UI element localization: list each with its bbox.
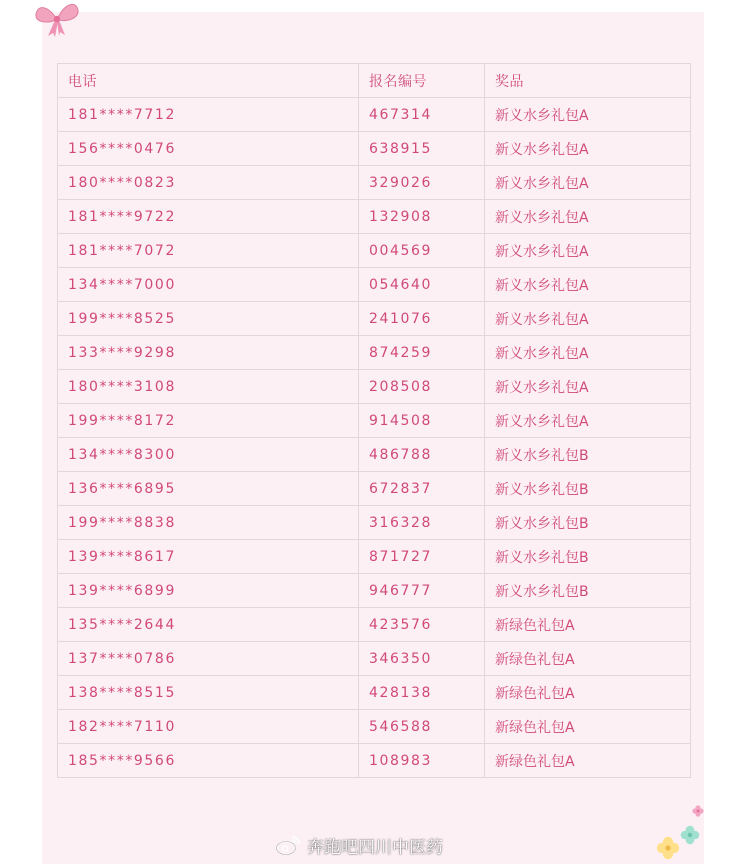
cell-phone: 181****7712 bbox=[58, 98, 359, 132]
cell-prize: 新义水乡礼包A bbox=[485, 370, 691, 404]
cell-prize: 新绿色礼包A bbox=[485, 744, 691, 778]
cell-prize: 新义水乡礼包A bbox=[485, 302, 691, 336]
table-row bbox=[58, 234, 691, 268]
cell-phone: 181****9722 bbox=[58, 200, 359, 234]
table-row bbox=[58, 676, 691, 710]
table-row bbox=[58, 166, 691, 200]
table-row bbox=[58, 472, 691, 506]
cell-registration-number: 423576 bbox=[359, 608, 485, 642]
cell-phone: 199****8525 bbox=[58, 302, 359, 336]
cell-phone: 138****8515 bbox=[58, 676, 359, 710]
header-phone: 电话 bbox=[58, 64, 359, 98]
cell-registration-number: 054640 bbox=[359, 268, 485, 302]
cell-phone: 136****6895 bbox=[58, 472, 359, 506]
cell-prize: 新绿色礼包A bbox=[485, 608, 691, 642]
cell-registration-number: 546588 bbox=[359, 710, 485, 744]
table-row bbox=[58, 710, 691, 744]
table-row bbox=[58, 200, 691, 234]
winners-table bbox=[57, 63, 691, 778]
cell-phone: 180****3108 bbox=[58, 370, 359, 404]
cell-phone: 182****7110 bbox=[58, 710, 359, 744]
cell-prize: 新义水乡礼包A bbox=[485, 166, 691, 200]
table-row bbox=[58, 404, 691, 438]
cell-registration-number: 241076 bbox=[359, 302, 485, 336]
cell-prize: 新绿色礼包A bbox=[485, 710, 691, 744]
table-row bbox=[58, 268, 691, 302]
cell-registration-number: 132908 bbox=[359, 200, 485, 234]
table-row bbox=[58, 132, 691, 166]
cell-prize: 新义水乡礼包A bbox=[485, 98, 691, 132]
cell-registration-number: 946777 bbox=[359, 574, 485, 608]
cell-registration-number: 486788 bbox=[359, 438, 485, 472]
cell-phone: 181****7072 bbox=[58, 234, 359, 268]
cell-registration-number: 874259 bbox=[359, 336, 485, 370]
cell-phone: 134****7000 bbox=[58, 268, 359, 302]
cell-registration-number: 346350 bbox=[359, 642, 485, 676]
cell-registration-number: 672837 bbox=[359, 472, 485, 506]
cell-prize: 新义水乡礼包A bbox=[485, 268, 691, 302]
cell-prize: 新绿色礼包A bbox=[485, 676, 691, 710]
cell-registration-number: 329026 bbox=[359, 166, 485, 200]
table-row bbox=[58, 744, 691, 778]
table-header-row bbox=[58, 64, 691, 98]
cell-registration-number: 871727 bbox=[359, 540, 485, 574]
table-row bbox=[58, 336, 691, 370]
cell-prize: 新义水乡礼包A bbox=[485, 336, 691, 370]
watermark bbox=[275, 833, 443, 857]
cell-registration-number: 316328 bbox=[359, 506, 485, 540]
table-row bbox=[58, 540, 691, 574]
table-row bbox=[58, 608, 691, 642]
cell-phone: 137****0786 bbox=[58, 642, 359, 676]
cell-registration-number: 638915 bbox=[359, 132, 485, 166]
header-prize: 奖品 bbox=[485, 64, 691, 98]
cell-phone: 135****2644 bbox=[58, 608, 359, 642]
cell-registration-number: 914508 bbox=[359, 404, 485, 438]
cell-phone: 199****8172 bbox=[58, 404, 359, 438]
cell-registration-number: 108983 bbox=[359, 744, 485, 778]
header-registration-number: 报名编号 bbox=[359, 64, 485, 98]
cell-registration-number: 004569 bbox=[359, 234, 485, 268]
cell-prize: 新绿色礼包A bbox=[485, 642, 691, 676]
table-row bbox=[58, 642, 691, 676]
table-row bbox=[58, 574, 691, 608]
cell-phone: 139****8617 bbox=[58, 540, 359, 574]
weibo-icon bbox=[275, 834, 301, 856]
cell-phone: 134****8300 bbox=[58, 438, 359, 472]
cell-registration-number: 208508 bbox=[359, 370, 485, 404]
bow-icon bbox=[34, 0, 80, 40]
cell-phone: 139****6899 bbox=[58, 574, 359, 608]
cell-prize: 新义水乡礼包B bbox=[485, 438, 691, 472]
cell-phone: 156****0476 bbox=[58, 132, 359, 166]
flowers-icon bbox=[650, 802, 706, 862]
cell-phone: 185****9566 bbox=[58, 744, 359, 778]
table-row bbox=[58, 302, 691, 336]
cell-registration-number: 467314 bbox=[359, 98, 485, 132]
table-row bbox=[58, 370, 691, 404]
cell-prize: 新义水乡礼包A bbox=[485, 234, 691, 268]
cell-prize: 新义水乡礼包B bbox=[485, 506, 691, 540]
table-row bbox=[58, 438, 691, 472]
cell-phone: 199****8838 bbox=[58, 506, 359, 540]
cell-phone: 180****0823 bbox=[58, 166, 359, 200]
table-row bbox=[58, 98, 691, 132]
cell-prize: 新义水乡礼包B bbox=[485, 574, 691, 608]
table-row bbox=[58, 506, 691, 540]
cell-prize: 新义水乡礼包B bbox=[485, 472, 691, 506]
cell-registration-number: 428138 bbox=[359, 676, 485, 710]
watermark-text: 奔跑吧四川中医药 bbox=[307, 837, 443, 858]
cell-prize: 新义水乡礼包A bbox=[485, 404, 691, 438]
cell-prize: 新义水乡礼包B bbox=[485, 540, 691, 574]
cell-prize: 新义水乡礼包A bbox=[485, 132, 691, 166]
cell-phone: 133****9298 bbox=[58, 336, 359, 370]
cell-prize: 新义水乡礼包A bbox=[485, 200, 691, 234]
